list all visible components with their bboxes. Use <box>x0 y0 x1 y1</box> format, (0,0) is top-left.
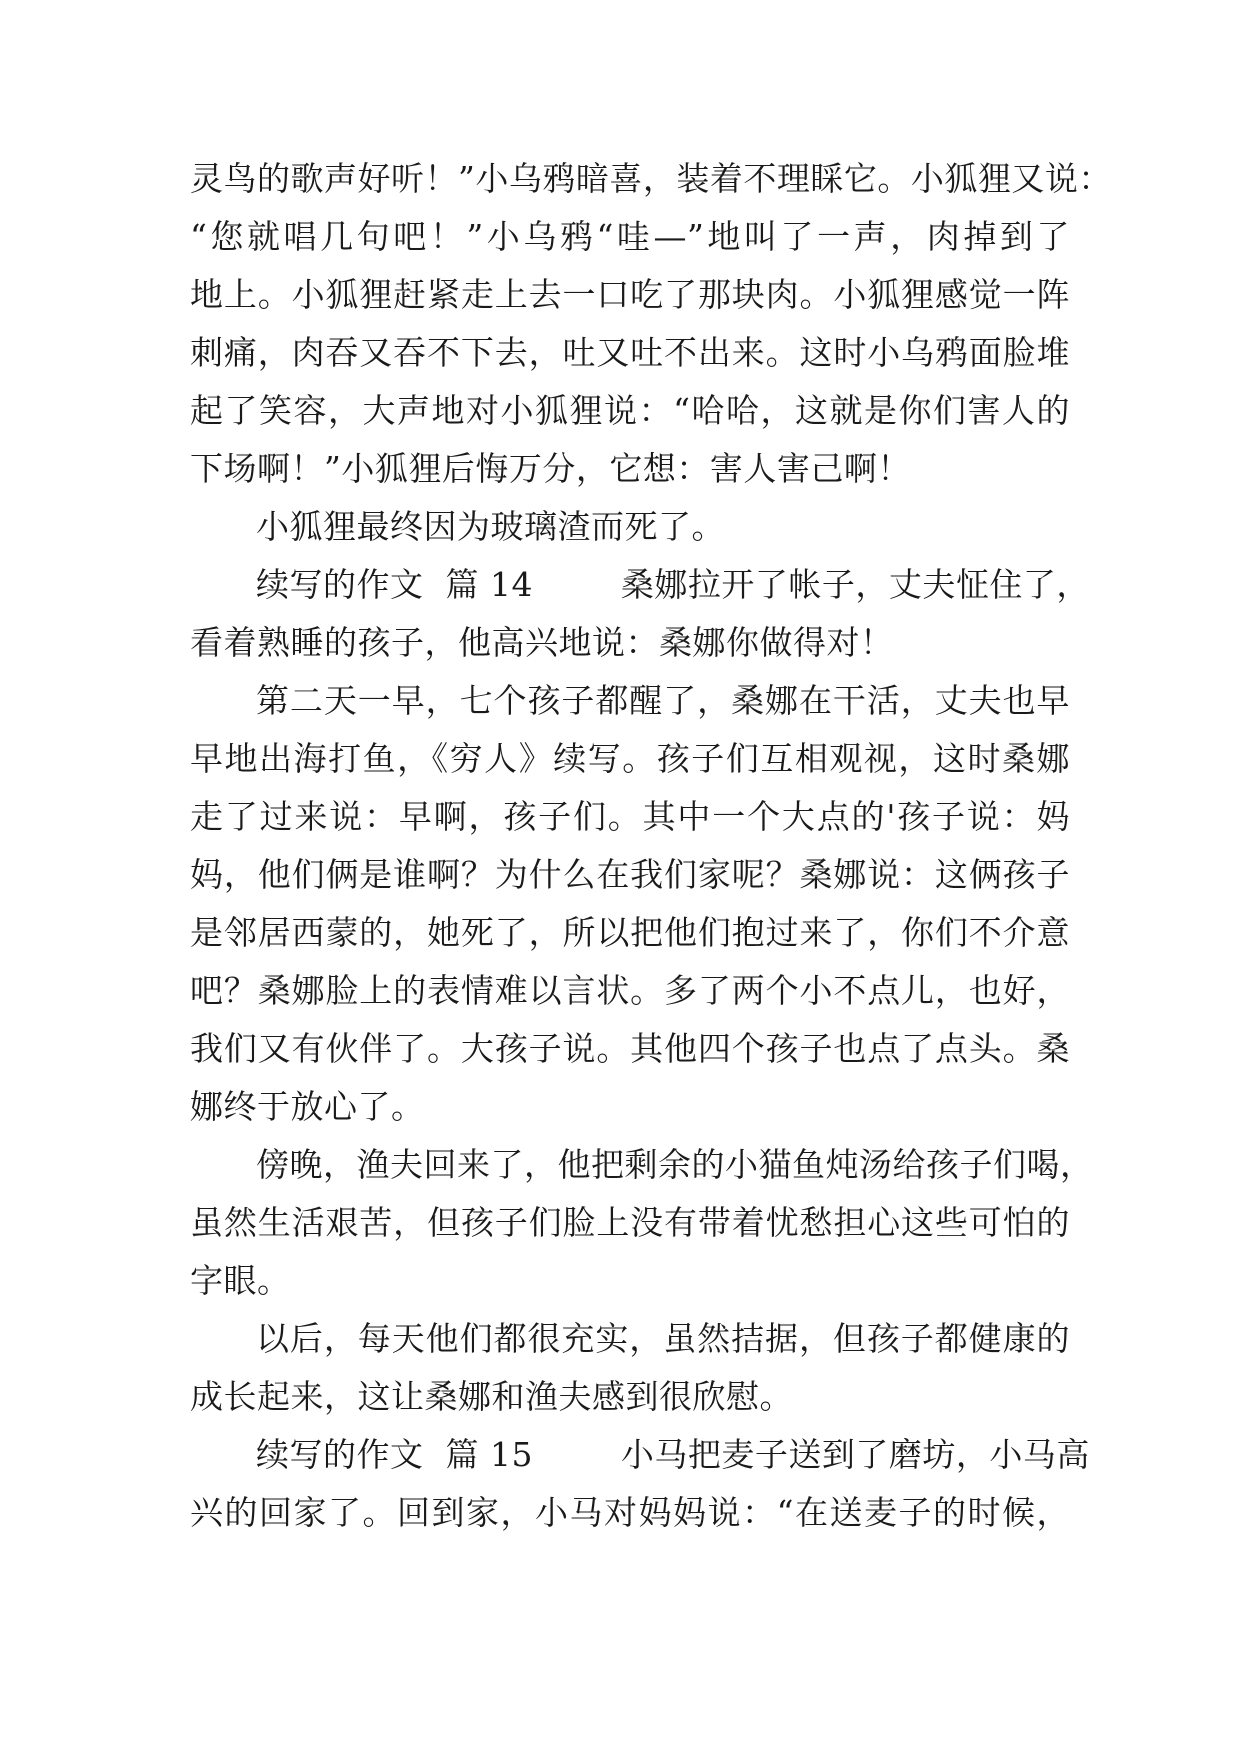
text-line: 第二天一早，七个孩子都醒了，桑娜在干活，丈夫也早 <box>256 681 1070 720</box>
text-line: 妈，他们俩是谁啊？为什么在我们家呢？桑娜说：这俩孩子 <box>190 855 1070 894</box>
text-line: 早地出海打鱼，《穷人》续写。孩子们互相观视，这时桑娜 <box>190 739 1070 778</box>
text-line: 虽然生活艰苦，但孩子们脸上没有带着忧愁担心这些可怕的 <box>190 1203 1070 1242</box>
essay-heading-line: 续写的作文 篇 15 小马把麦子送到了磨坊，小马高 <box>256 1435 1090 1474</box>
text-line: 地上。小狐狸赶紧走上去一口吃了那块肉。小狐狸感觉一阵 <box>190 275 1070 314</box>
text-line: 成长起来，这让桑娜和渔夫感到很欣慰。 <box>190 1377 793 1416</box>
document-body <box>190 150 1112 1542</box>
text-line: 是邻居西蒙的，她死了，所以把他们抱过来了，你们不介意 <box>190 913 1070 952</box>
text-line: 吧？桑娜脸上的表情难以言状。多了两个小不点儿，也好， <box>190 971 1070 1010</box>
text-line: 娜终于放心了。 <box>190 1087 425 1126</box>
text-line: 下场啊！”小狐狸后悔万分，它想：害人害己啊！ <box>190 449 911 488</box>
text-line: 我们又有伙伴了。大孩子说。其他四个孩子也点了点头。桑 <box>190 1029 1070 1068</box>
text-line: 看着熟睡的孩子，他高兴地说：桑娜你做得对！ <box>190 623 894 662</box>
text-line: 以后，每天他们都很充实，虽然拮据，但孩子都健康的 <box>256 1319 1070 1358</box>
essay-heading-line: 续写的作文 篇 14 桑娜拉开了帐子，丈夫怔住了， <box>256 565 1090 604</box>
text-line: 刺痛，肉吞又吞不下去，吐又吐不出来。这时小乌鸦面脸堆 <box>190 333 1070 372</box>
text-line: 字眼。 <box>190 1261 291 1300</box>
text-line: 走了过来说：早啊，孩子们。其中一个大点的'孩子说：妈 <box>190 797 1070 836</box>
text-line: 兴的回家了。回到家，小马对妈妈说：“在送麦子的时候， <box>190 1493 1070 1532</box>
text-line: “您就唱几句吧！”小乌鸦“哇—”地叫了一声，肉掉到了 <box>190 217 1070 256</box>
text-line: 小狐狸最终因为玻璃渣而死了。 <box>256 507 725 546</box>
text-line: 灵鸟的歌声好听！”小乌鸦暗喜，装着不理睬它。小狐狸又说： <box>190 159 1112 198</box>
text-line: 傍晚，渔夫回来了，他把剩余的小猫鱼炖汤给孩子们喝， <box>256 1145 1094 1184</box>
text-line: 起了笑容，大声地对小狐狸说：“哈哈，这就是你们害人的 <box>190 391 1070 430</box>
